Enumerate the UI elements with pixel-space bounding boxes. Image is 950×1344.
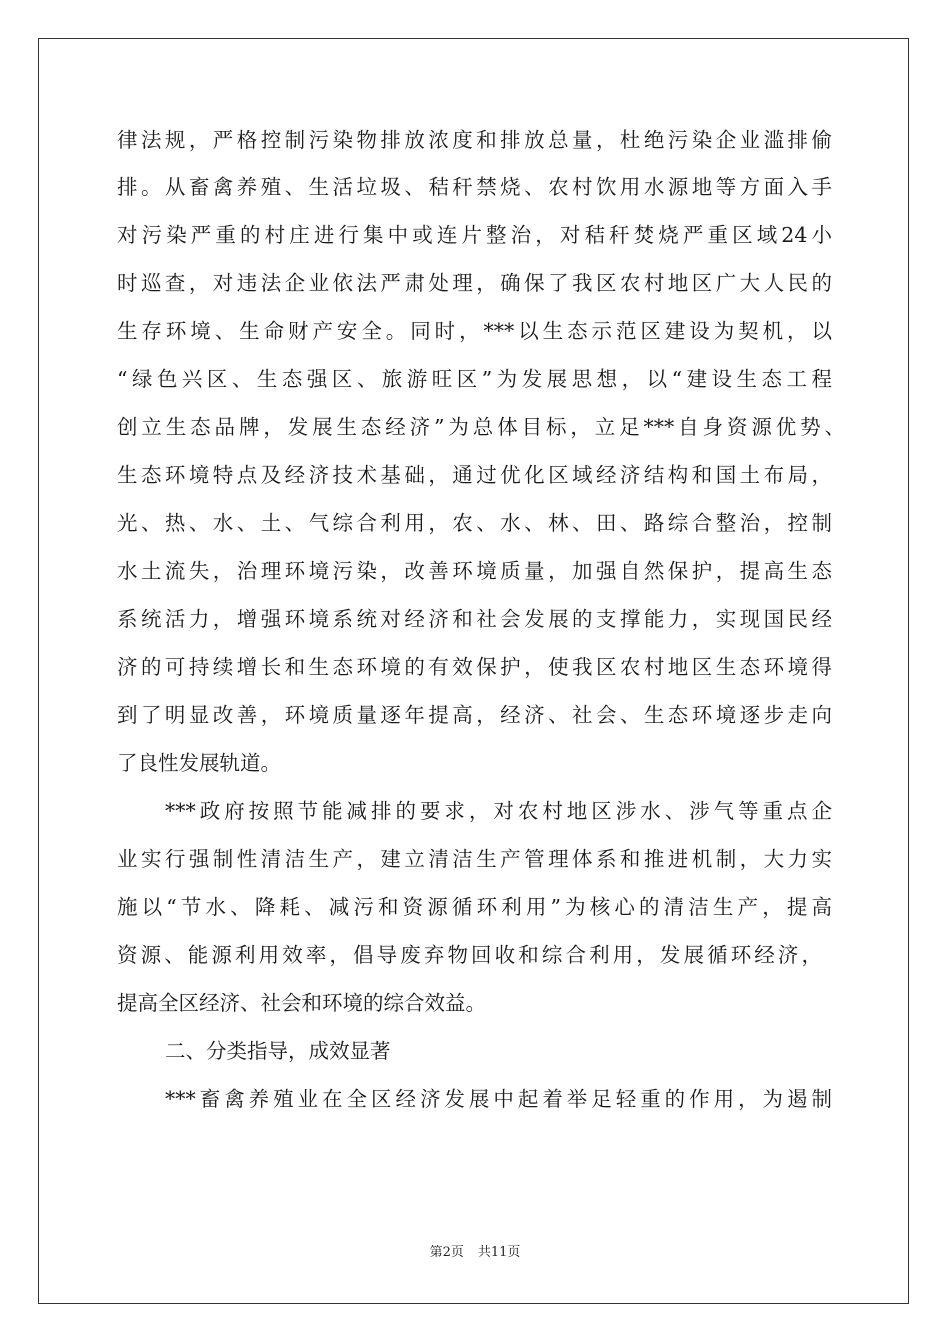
text-line: 资源、能源利用效率，倡导废弃物回收和综合利用，发展循环经济，: [117, 943, 822, 967]
page-total: 共11页: [477, 1245, 521, 1260]
page-footer: [0, 1244, 950, 1262]
text-line: 光、热、水、土、气综合利用，农、水、林、田、路综合整治，控制: [117, 511, 832, 535]
text-line: 对污染严重的村庄进行集中或连片整治，对秸秆焚烧严重区域24小: [117, 223, 832, 247]
text-line: “绿色兴区、生态强区、旅游旺区”为发展思想，以“建设生态工程: [117, 367, 832, 391]
section-heading: 二、分类指导，成效显著: [165, 1039, 391, 1063]
text-line: 提高全区经济、社会和环境的综合效益。: [117, 991, 486, 1015]
text-line: 创立生态品牌，发展生态经济”为总体目标，立足***自身资源优势、: [117, 415, 845, 439]
text-line: 排。从畜禽养殖、生活垃圾、秸秆禁烧、农村饮用水源地等方面入手: [117, 175, 832, 199]
text-line: 到了明显改善，环境质量逐年提高，经济、社会、生态环境逐步走向: [117, 703, 832, 727]
text-line: 业实行强制性清洁生产，建立清洁生产管理体系和推进机制，大力实: [117, 847, 832, 871]
text-line: 生态环境特点及经济技术基础，通过优化区域经济结构和国土布局，: [117, 463, 832, 487]
text-line: 律法规，严格控制污染物排放浓度和排放总量，杜绝污染企业滥排偷: [117, 128, 832, 152]
paragraph-first-line: ***畜禽养殖业在全区经济发展中起着举足轻重的作用，为遏制: [165, 1087, 832, 1111]
text-line: 系统活力，增强环境系统对经济和社会发展的支撑能力，实现国民经: [117, 607, 832, 631]
page-number: 第2页: [429, 1245, 464, 1260]
text-line: 济的可持续增长和生态环境的有效保护，使我区农村地区生态环境得: [117, 655, 832, 679]
text-line: 时巡查，对违法企业依法严肃处理，确保了我区农村地区广大人民的: [117, 271, 832, 295]
text-line: 生存环境、生命财产安全。同时，***以生态示范区建设为契机，以: [117, 319, 832, 343]
paragraph-first-line: ***政府按照节能减排的要求，对农村地区涉水、涉气等重点企: [165, 799, 832, 823]
text-line: 施以“节水、降耗、减污和资源循环利用”为核心的清洁生产，提高: [117, 895, 832, 919]
text-line: 水土流失，治理环境污染，改善环境质量，加强自然保护，提高生态: [117, 559, 832, 583]
text-line: 了良性发展轨道。: [117, 751, 281, 775]
